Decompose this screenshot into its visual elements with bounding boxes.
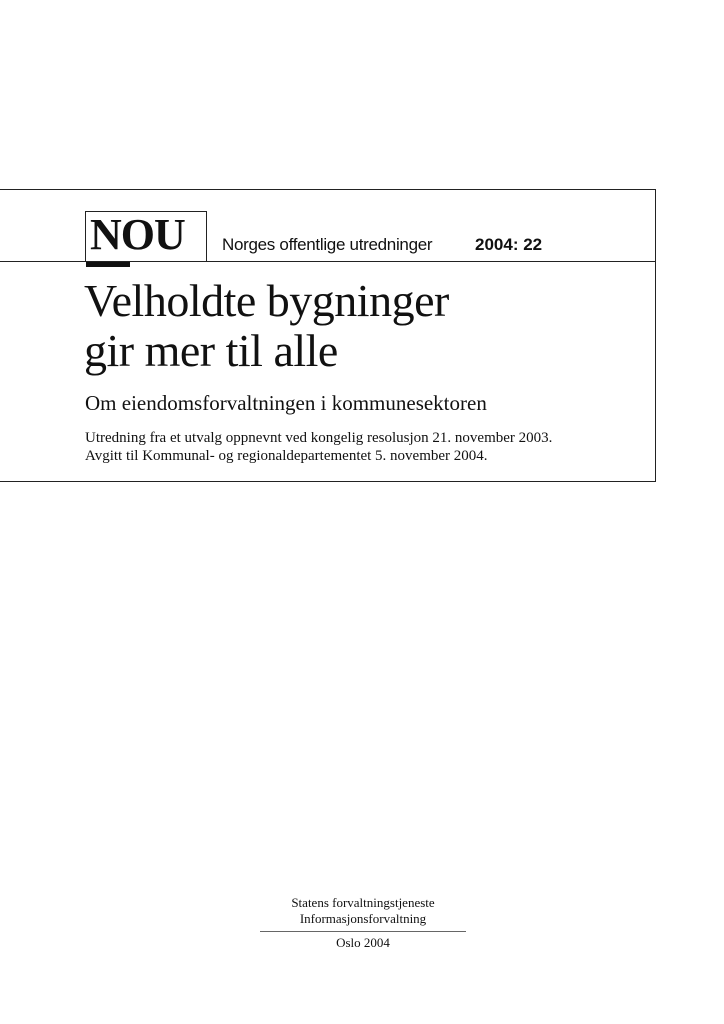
nou-logo-underbar [86,262,130,267]
series-number: 2004: 22 [475,235,543,254]
info-line-1: Utredning fra et utvalg oppnevnt ved kongelig resolusjon 21. november 2003. [85,430,553,446]
nou-logo-text: NOU [90,210,185,259]
publisher-block [260,895,466,951]
title-line-2: gir mer til alle [84,325,338,376]
publisher-rule [260,931,466,932]
publisher-line-1: Statens forvaltningstjeneste [291,895,435,910]
title-line-1: Velholdte bygninger [84,275,449,326]
document-title [84,276,449,376]
series-name: Norges offentlige utredninger [222,235,433,254]
publisher-place-year: Oslo 2004 [336,935,390,950]
document-subtitle: Om eiendomsforvaltningen i kommunesektoren [85,391,487,415]
info-line-2: Avgitt til Kommunal- og regionaldepartementet 5. november 2004. [85,448,488,464]
document-info [85,429,552,465]
publisher-line-2: Informasjonsforvaltning [299,911,427,926]
